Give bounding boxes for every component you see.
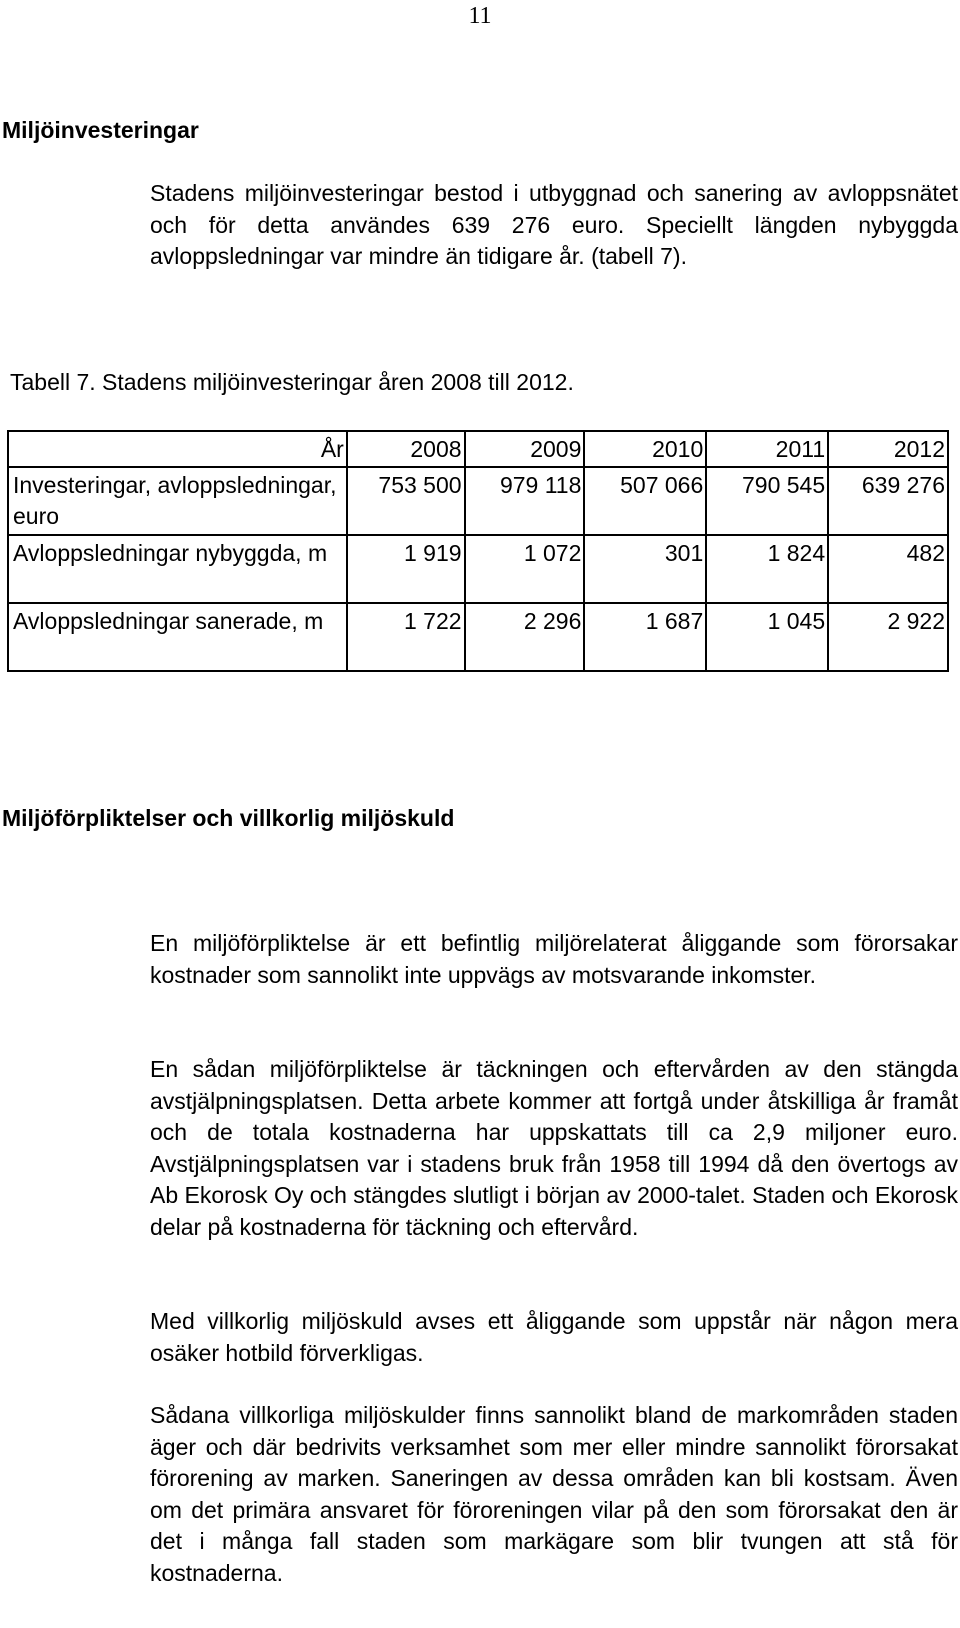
body-paragraph: En sådan miljöförpliktelse är täckningen och eftervården av den stängda avstjälpningsplatsen. Detta arbete kommer att fortgå under åtskilliga år framåt och de totala kostnaderna har uppskattats till ca 2,9 miljoner euro. Avstjälpningsplatsen var i stadens bruk från 1958 till 1994 då den övertogs av Ab Ekorosk Oy och stängdes slutligt i början av 2000-talet. Staden och Ekorosk delar på kostnaderna för täckning och eftervård. — [150, 1056, 958, 1240]
table-caption: Tabell 7. Stadens miljöinvesteringar åren 2008 till 2012. — [10, 369, 574, 395]
table-cell: 1 687 — [584, 603, 706, 671]
table-cell: 979 118 — [465, 467, 585, 535]
table-row — [8, 467, 948, 535]
table-cell: 1 722 — [347, 603, 465, 671]
section-heading-miljoinvesteringar: Miljöinvesteringar — [2, 117, 199, 143]
table-cell: 753 500 — [347, 467, 465, 535]
year-header-cell: 2010 — [584, 431, 706, 467]
table-cell: 2 922 — [828, 603, 948, 671]
table-header-row — [8, 431, 948, 467]
table-row — [8, 535, 948, 603]
table-cell: 790 545 — [706, 467, 828, 535]
table-cell: 1 045 — [706, 603, 828, 671]
intro-paragraph: Stadens miljöinvesteringar bestod i utbyggnad och sanering av avloppsnätet och för detta användes 639 276 euro. Speciellt längden nybyggda avloppsledningar var mindre än tidigare år. (tabell 7). — [150, 180, 958, 269]
table-cell: 482 — [828, 535, 948, 603]
year-header-cell: 2011 — [706, 431, 828, 467]
table-cell: 1 824 — [706, 535, 828, 603]
body-paragraph: Sådana villkorliga miljöskulder finns sannolikt bland de markområden staden äger och där bedrivits verksamhet som mer eller mindre sannolikt förorsakat förorening av marken. Saneringen av dessa områden kan bli kostsam. Även om det primära ansvaret för föroreningen vilar på den som förorsakat den är det i många fall staden som markägare som blir tvungen att stå för kostnaderna. — [150, 1402, 958, 1586]
year-header-cell: 2012 — [828, 431, 948, 467]
section-heading-miljoforpliktelser: Miljöförpliktelser och villkorlig miljöskuld — [2, 805, 455, 831]
table-cell: 301 — [584, 535, 706, 603]
table-cell: 507 066 — [584, 467, 706, 535]
body-paragraph: En miljöförpliktelse är ett befintlig miljörelaterat åliggande som förorsakar kostnader som sannolikt inte uppvägs av motsvarande inkomster. — [150, 930, 958, 988]
body-paragraph: Med villkorlig miljöskuld avses ett åliggande som uppstår när någon mera osäker hotbild förverkligas. — [150, 1308, 958, 1366]
row-label: Avloppsledningar nybyggda, m — [8, 535, 347, 603]
year-header-cell: 2009 — [465, 431, 585, 467]
table-cell: 2 296 — [465, 603, 585, 671]
page-number: 11 — [468, 3, 492, 29]
row-label: Avloppsledningar sanerade, m — [8, 603, 347, 671]
table-cell: 1 919 — [347, 535, 465, 603]
year-label-cell: År — [8, 431, 347, 467]
year-header-cell: 2008 — [347, 431, 465, 467]
row-label: Investeringar, avloppsledningar, euro — [8, 467, 347, 535]
table-cell: 1 072 — [465, 535, 585, 603]
table-cell: 639 276 — [828, 467, 948, 535]
investment-table — [7, 430, 949, 672]
table-row — [8, 603, 948, 671]
